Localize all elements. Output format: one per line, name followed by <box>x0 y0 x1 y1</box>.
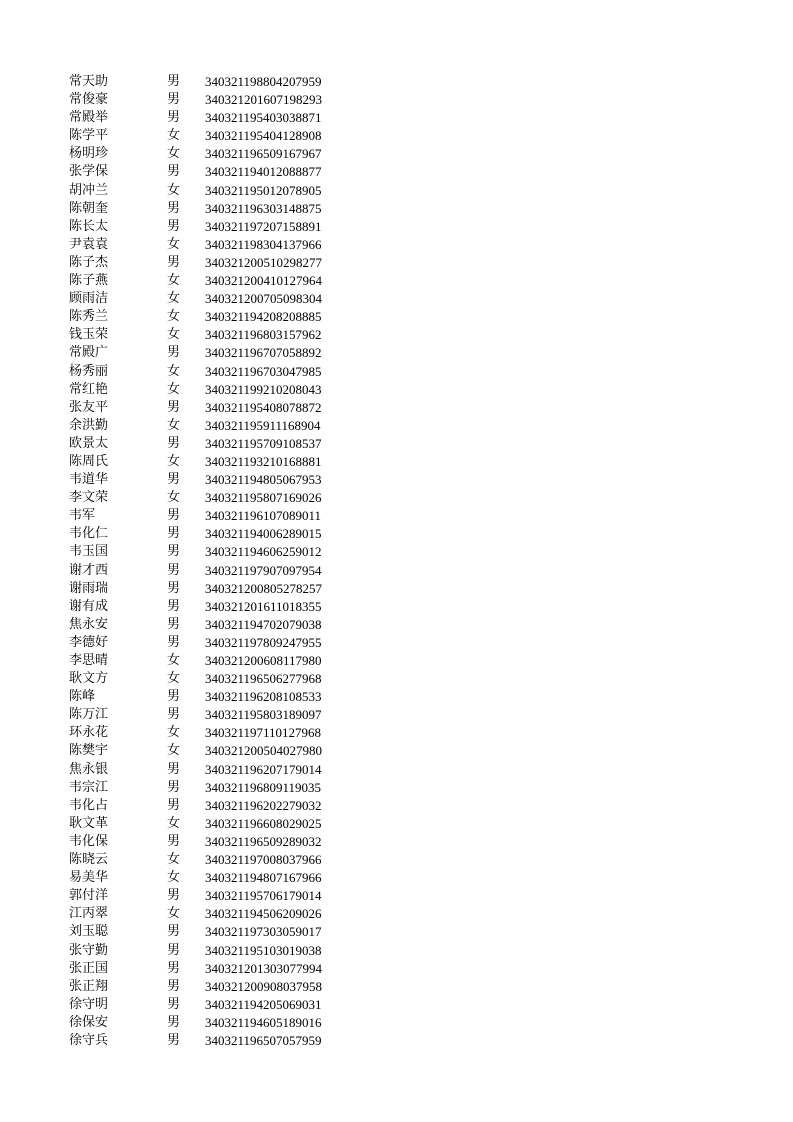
name-cell: 徐保安 <box>69 1014 109 1030</box>
table-row <box>0 923 793 941</box>
table-row <box>0 363 793 381</box>
table-row <box>0 471 793 489</box>
name-cell: 郭付洋 <box>69 888 109 904</box>
id-number-cell: 340321195803189097 <box>205 707 322 723</box>
table-row <box>0 942 793 960</box>
id-number-cell: 340321200504027980 <box>205 743 322 759</box>
name-cell: 陈朝奎 <box>69 200 109 216</box>
id-number-cell: 340321199210208043 <box>205 381 322 397</box>
id-number-cell: 340321200608117980 <box>205 653 322 668</box>
gender-cell: 男 <box>167 218 181 234</box>
name-cell: 耿文革 <box>69 815 109 831</box>
name-cell: 陈万江 <box>69 707 109 723</box>
id-number-cell: 340321196208108533 <box>205 689 322 705</box>
gender-cell: 女 <box>167 653 181 668</box>
name-cell: 常殿举 <box>69 110 109 126</box>
name-cell: 李文荣 <box>69 490 109 506</box>
gender-cell: 男 <box>167 254 181 270</box>
id-number-cell: 340321197809247955 <box>205 634 322 650</box>
gender-cell: 男 <box>167 598 181 614</box>
name-cell: 顾雨洁 <box>69 291 109 307</box>
id-number-cell: 340321196803157962 <box>205 327 322 343</box>
gender-cell: 男 <box>167 580 181 596</box>
table-row <box>0 326 793 344</box>
id-number-cell: 340321196507057959 <box>205 1032 322 1048</box>
table-row <box>0 109 793 127</box>
name-cell: 韦军 <box>69 508 96 524</box>
gender-cell: 女 <box>167 182 181 198</box>
gender-cell: 男 <box>167 74 181 89</box>
table-row <box>0 580 793 598</box>
id-number-cell: 340321196506277968 <box>205 671 322 687</box>
name-cell: 张正翔 <box>69 978 109 994</box>
table-row <box>0 507 793 525</box>
table-row <box>0 453 793 471</box>
name-cell: 胡冲兰 <box>69 182 109 198</box>
table-row <box>0 236 793 254</box>
name-cell: 陈周氏 <box>69 453 109 469</box>
name-cell: 徐守兵 <box>69 1032 109 1048</box>
name-cell: 江丙翠 <box>69 906 109 922</box>
id-number-cell: 340321201611018355 <box>205 598 322 614</box>
gender-cell: 女 <box>167 743 181 759</box>
name-cell: 李思晴 <box>69 653 109 668</box>
gender-cell: 女 <box>167 273 181 289</box>
table-row <box>0 290 793 308</box>
name-cell: 谢雨瑞 <box>69 580 109 596</box>
id-number-cell: 340321195012078905 <box>205 182 322 198</box>
gender-cell: 男 <box>167 399 181 415</box>
gender-cell: 男 <box>167 1014 181 1030</box>
name-cell: 陈长太 <box>69 218 109 234</box>
table-row <box>0 779 793 797</box>
id-number-cell: 340321200705098304 <box>205 291 322 307</box>
gender-cell: 男 <box>167 526 181 542</box>
name-cell: 韦化仁 <box>69 526 109 542</box>
gender-cell: 男 <box>167 1032 181 1048</box>
gender-cell: 女 <box>167 671 181 687</box>
gender-cell: 男 <box>167 92 181 108</box>
table-row <box>0 182 793 200</box>
id-number-cell: 340321195807169026 <box>205 490 322 506</box>
gender-cell: 男 <box>167 345 181 361</box>
name-cell: 常红艳 <box>69 381 109 397</box>
gender-cell: 女 <box>167 236 181 252</box>
name-cell: 陈峰 <box>69 689 96 705</box>
name-cell: 尹袁袁 <box>69 236 109 252</box>
id-number-cell: 340321194205069031 <box>205 996 322 1012</box>
name-cell: 谢才西 <box>69 562 109 578</box>
name-cell: 张守勤 <box>69 942 109 958</box>
gender-cell: 女 <box>167 146 181 162</box>
id-number-cell: 340321200410127964 <box>205 273 322 289</box>
id-number-cell: 340321195706179014 <box>205 888 322 904</box>
table-row <box>0 344 793 362</box>
gender-cell: 男 <box>167 508 181 524</box>
gender-cell: 男 <box>167 616 181 632</box>
id-number-cell: 340321194805067953 <box>205 472 322 488</box>
gender-cell: 女 <box>167 852 181 868</box>
id-number-cell: 340321194807167966 <box>205 870 322 886</box>
table-row <box>0 815 793 833</box>
table-row <box>0 489 793 507</box>
gender-cell: 男 <box>167 472 181 488</box>
table-row <box>0 996 793 1014</box>
id-number-cell: 340321198804207959 <box>205 74 322 89</box>
table-row <box>0 742 793 760</box>
gender-cell: 男 <box>167 761 181 777</box>
table-row <box>0 706 793 724</box>
name-cell: 余洪勤 <box>69 417 109 433</box>
table-row <box>0 145 793 163</box>
id-number-cell: 340321194012088877 <box>205 164 322 180</box>
table-row <box>0 381 793 399</box>
table-row <box>0 851 793 869</box>
table-row <box>0 1014 793 1032</box>
table-row <box>0 724 793 742</box>
gender-cell: 男 <box>167 200 181 216</box>
id-number-cell: 340321197110127968 <box>205 725 322 741</box>
name-cell: 杨明珍 <box>69 146 109 162</box>
gender-cell: 女 <box>167 725 181 741</box>
table-row <box>0 254 793 272</box>
name-cell: 钱玉荣 <box>69 327 109 343</box>
gender-cell: 男 <box>167 779 181 795</box>
table-row <box>0 887 793 905</box>
name-cell: 李德好 <box>69 634 109 650</box>
table-row <box>0 869 793 887</box>
id-number-cell: 340321196107089011 <box>205 508 322 524</box>
gender-cell: 男 <box>167 797 181 813</box>
id-number-cell: 340321196303148875 <box>205 200 322 216</box>
id-number-cell: 340321196207179014 <box>205 761 322 777</box>
gender-cell: 男 <box>167 544 181 560</box>
name-cell: 陈学平 <box>69 128 109 144</box>
name-cell: 刘玉聪 <box>69 924 109 940</box>
id-number-cell: 340321200805278257 <box>205 580 322 596</box>
name-cell: 韦化占 <box>69 797 109 813</box>
table-row <box>0 73 793 91</box>
id-number-cell: 340321197008037966 <box>205 852 322 868</box>
id-number-cell: 340321200908037958 <box>205 978 322 994</box>
name-cell: 环永花 <box>69 725 109 741</box>
name-cell: 欧景太 <box>69 435 109 451</box>
gender-cell: 男 <box>167 707 181 723</box>
table-row <box>0 308 793 326</box>
name-cell: 陈晓云 <box>69 852 109 868</box>
id-number-cell: 340321195911168904 <box>205 417 321 433</box>
id-number-cell: 340321197207158891 <box>205 218 322 234</box>
gender-cell: 女 <box>167 327 181 343</box>
gender-cell: 男 <box>167 978 181 994</box>
table-row <box>0 127 793 145</box>
name-cell: 陈樊宇 <box>69 743 109 759</box>
id-number-cell: 340321197303059017 <box>205 924 322 940</box>
gender-cell: 女 <box>167 128 181 144</box>
table-row <box>0 905 793 923</box>
table-row <box>0 978 793 996</box>
gender-cell: 女 <box>167 363 181 379</box>
id-number-cell: 340321196509289032 <box>205 833 322 849</box>
id-number-cell: 340321195103019038 <box>205 942 322 958</box>
table-row <box>0 543 793 561</box>
table-row <box>0 616 793 634</box>
table-row <box>0 797 793 815</box>
gender-cell: 女 <box>167 870 181 886</box>
table-row <box>0 399 793 417</box>
id-number-cell: 340321194702079038 <box>205 616 322 632</box>
name-cell: 韦宗江 <box>69 779 109 795</box>
id-number-cell: 340321197907097954 <box>205 562 322 578</box>
table-row <box>0 670 793 688</box>
name-cell: 常俊豪 <box>69 92 109 108</box>
gender-cell: 男 <box>167 960 181 976</box>
table-row <box>0 1032 793 1050</box>
name-cell: 张正国 <box>69 960 109 976</box>
name-cell: 谢有成 <box>69 598 109 614</box>
gender-cell: 男 <box>167 164 181 180</box>
gender-cell: 男 <box>167 562 181 578</box>
name-cell: 焦永安 <box>69 616 109 632</box>
gender-cell: 男 <box>167 924 181 940</box>
name-cell: 陈子燕 <box>69 273 109 289</box>
id-number-cell: 340321196202279032 <box>205 797 322 813</box>
table-row <box>0 417 793 435</box>
gender-cell: 女 <box>167 815 181 831</box>
name-cell: 常殿广 <box>69 345 109 361</box>
gender-cell: 女 <box>167 453 181 469</box>
id-number-cell: 340321195709108537 <box>205 435 322 451</box>
id-number-cell: 340321195404128908 <box>205 128 322 144</box>
table-row <box>0 833 793 851</box>
name-cell: 杨秀丽 <box>69 363 109 379</box>
id-number-cell: 340321193210168881 <box>205 453 322 469</box>
id-number-cell: 340321196703047985 <box>205 363 322 379</box>
table-row <box>0 688 793 706</box>
name-cell: 韦化保 <box>69 833 109 849</box>
gender-cell: 女 <box>167 309 181 325</box>
gender-cell: 男 <box>167 888 181 904</box>
name-cell: 耿文方 <box>69 671 109 687</box>
gender-cell: 男 <box>167 689 181 705</box>
name-cell: 张友平 <box>69 399 109 415</box>
table-row <box>0 525 793 543</box>
table-row <box>0 218 793 236</box>
id-number-cell: 340321194605189016 <box>205 1014 322 1030</box>
gender-cell: 男 <box>167 110 181 126</box>
table-row <box>0 163 793 181</box>
name-cell: 韦道华 <box>69 472 109 488</box>
gender-cell: 男 <box>167 996 181 1012</box>
gender-cell: 女 <box>167 417 181 433</box>
name-cell: 韦玉国 <box>69 544 109 560</box>
id-number-cell: 340321200510298277 <box>205 254 322 270</box>
id-number-cell: 340321196608029025 <box>205 815 322 831</box>
table-row <box>0 91 793 109</box>
id-number-cell: 340321198304137966 <box>205 236 322 252</box>
name-cell: 陈子杰 <box>69 254 109 270</box>
gender-cell: 男 <box>167 634 181 650</box>
name-cell: 焦永银 <box>69 761 109 777</box>
id-number-cell: 340321194606259012 <box>205 544 322 560</box>
id-number-cell: 340321196809119035 <box>205 779 322 795</box>
id-number-cell: 340321194506209026 <box>205 906 322 922</box>
id-number-cell: 340321195403038871 <box>205 110 322 126</box>
gender-cell: 女 <box>167 291 181 307</box>
table-row <box>0 272 793 290</box>
gender-cell: 女 <box>167 906 181 922</box>
name-cell: 易美华 <box>69 870 109 886</box>
name-cell: 徐守明 <box>69 996 109 1012</box>
name-cell: 陈秀兰 <box>69 309 109 325</box>
name-cell: 张学保 <box>69 164 109 180</box>
id-number-cell: 340321194208208885 <box>205 309 322 325</box>
table-row <box>0 960 793 978</box>
name-cell: 常天助 <box>69 74 109 89</box>
id-number-cell: 340321201607198293 <box>205 92 322 108</box>
table-row <box>0 598 793 616</box>
table-row <box>0 761 793 779</box>
id-number-cell: 340321201303077994 <box>205 960 322 976</box>
id-number-cell: 340321194006289015 <box>205 526 322 542</box>
table-row <box>0 435 793 453</box>
gender-cell: 男 <box>167 833 181 849</box>
table-row <box>0 634 793 652</box>
gender-cell: 女 <box>167 381 181 397</box>
gender-cell: 女 <box>167 490 181 506</box>
table-row <box>0 562 793 580</box>
id-number-cell: 340321196707058892 <box>205 345 322 361</box>
record-table <box>0 73 793 1050</box>
id-number-cell: 340321195408078872 <box>205 399 322 415</box>
id-number-cell: 340321196509167967 <box>205 146 322 162</box>
table-row <box>0 652 793 670</box>
table-row <box>0 200 793 218</box>
gender-cell: 男 <box>167 942 181 958</box>
gender-cell: 男 <box>167 435 181 451</box>
